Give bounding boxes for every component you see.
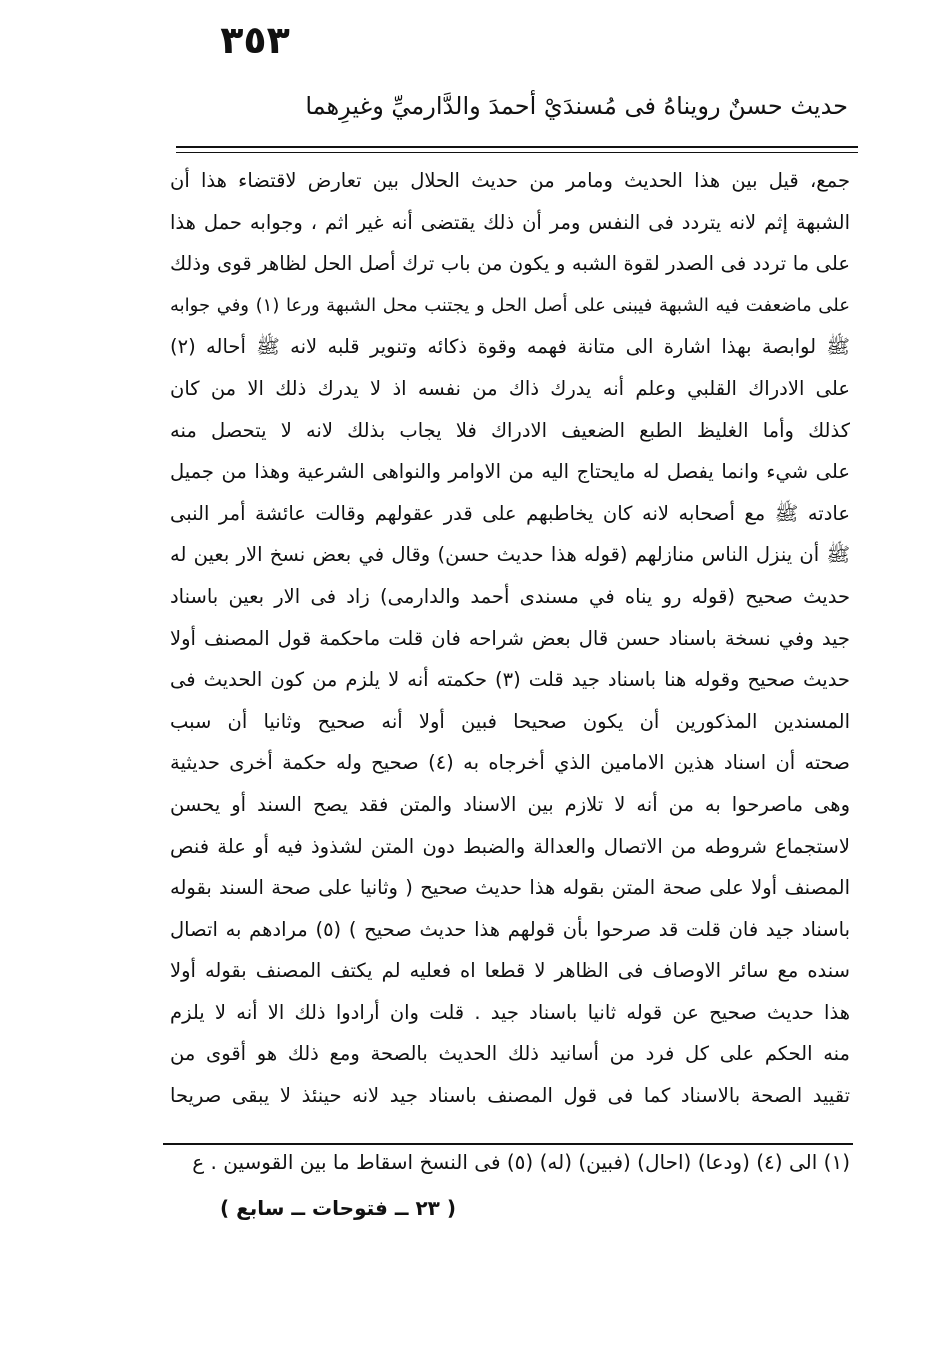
running-header: حديث حسنٌ رويناهُ فى مُسندَيْ أحمدَ والدَّارميِّ وغيرِهما (305, 92, 848, 120)
body-line: منه الحكم على كل فرد من أسانيد ذلك الحديث بالصحة ومع ذلك هو أقوى من (170, 1042, 850, 1066)
body-line: جمع، قيل بين هذا الحديث ومامر من حديث الحلال بين تعارض لاقتضاء هذا أن (170, 169, 850, 192)
body-line: سنده مع سائر الاوصاف فى الظاهر لا قطعا اه فعليه لم يكتف المصنف بقوله أولا (170, 959, 850, 983)
body-line: هذا حديث صحيح عن قوله ثانيا باسناد جيد . قلت وان أرادوا ذلك الا أنه لا يلزم (170, 1000, 850, 1024)
body-line: وهى ماصرحوا به من أنه لا تلازم بين الاسناد والمتن فقد يصح السند أو يحسن (170, 792, 850, 816)
page-number: ٣٥٣ (220, 18, 290, 62)
body-line: على ما تردد فى الصدر لقوة الشبه و يكون من باب ترك أصل الحل لظاهر قوى وذلك (170, 252, 850, 276)
footnote: (١) الى (٤) (ودعا) (احال) (فبين) (له) (٥) فى النسخ اسقاط ما بين القوسين . ع (192, 1150, 850, 1174)
body-line: الشبهة إثم لانه يتردد فى النفس ومر أن ذلك يقتضى أنه غير اثم ، وجوابه حمل هذا (170, 210, 850, 234)
body-line: كذلك وأما الغليظ الطبع الضعيف الادراك فلا يجاب بذلك لانه لا يتحصل منه (170, 418, 850, 442)
body-line: على الادراك القلبي وعلم أنه يدرك ذاك من نفسه اذ لا يدرك ذلك الا من كان (170, 376, 850, 400)
body-line: حديث صحيح وقوله هنا باسناد جيد قلت (٣) حكمته أنه لا يلزم من كون الحديث فى (170, 668, 850, 692)
body-line: ﷺ لوابصة بهذا اشارة الى متانة فهمه وقوة ذكائه وتنوير قلبه لانه ﷺ أحاله (٢) (170, 335, 850, 359)
body-line: على ماضعفت فيه الشبهة فيبنى على أصل الحل و يجتنب محل الشبهة ورعا (١) وفي جوابه (170, 294, 850, 316)
header-rule-thin (176, 152, 858, 153)
body-line: ﷺ أن ينزل الناس منازلهم (قوله هذا حديث حسن) وقال في بعض نسخ الار بعين له (170, 543, 850, 567)
body-text (170, 160, 850, 1117)
signature-mark: ( ٢٣ ــ فتوحات ــ سابع ) (220, 1196, 456, 1220)
body-line: جيد وفي نسخة باسناد حسن قال بعض شراحه فان قلت ماحكمة قول المصنف أولا (170, 626, 850, 650)
body-line: تقييد الصحة بالاسناد كما فى قول المصنف باسناد جيد لانه حينئذ لا يبقى صريحا (170, 1084, 850, 1108)
body-line: على شيء وانما يفصل له مايحتاج اليه من الاوامر والنواهى الشرعية وهذا من جميل (170, 460, 850, 484)
body-line: صحته أن اسناد هذين الامامين الذي أخرجاه به (٤) صحيح وله حكمة أخرى حديثية (170, 751, 850, 775)
body-line: المسندين المذكورين أن يكون صحيحا فبين أولا أنه صحيح وثانيا أن سبب (170, 709, 850, 733)
body-line: لاستجماع شروطه من الاتصال والعدالة والضبط دون المتن لشذوذ فيه أو علة فنص (170, 834, 850, 858)
header-rule-thick (176, 146, 858, 148)
body-line: باسناد جيد فان قلت قد صرحوا بأن قولهم هذا حديث صحيح ) (٥) مرادهم به اتصال (170, 917, 850, 941)
footnote-rule (163, 1143, 853, 1145)
body-line: حديث صحيح (قوله رو يناه في مسندى أحمد والدارمى) زاد فى الار بعين باسناد (170, 584, 850, 608)
body-line: عادته ﷺ مع أصحابه لانه كان يخاطبهم على قدر عقولهم وقالت عائشة أمر النبى (170, 501, 850, 525)
body-line: المصنف أولا على صحة المتن بقوله هذا حديث صحيح ( وثانيا على صحة السند بقوله (170, 876, 850, 900)
